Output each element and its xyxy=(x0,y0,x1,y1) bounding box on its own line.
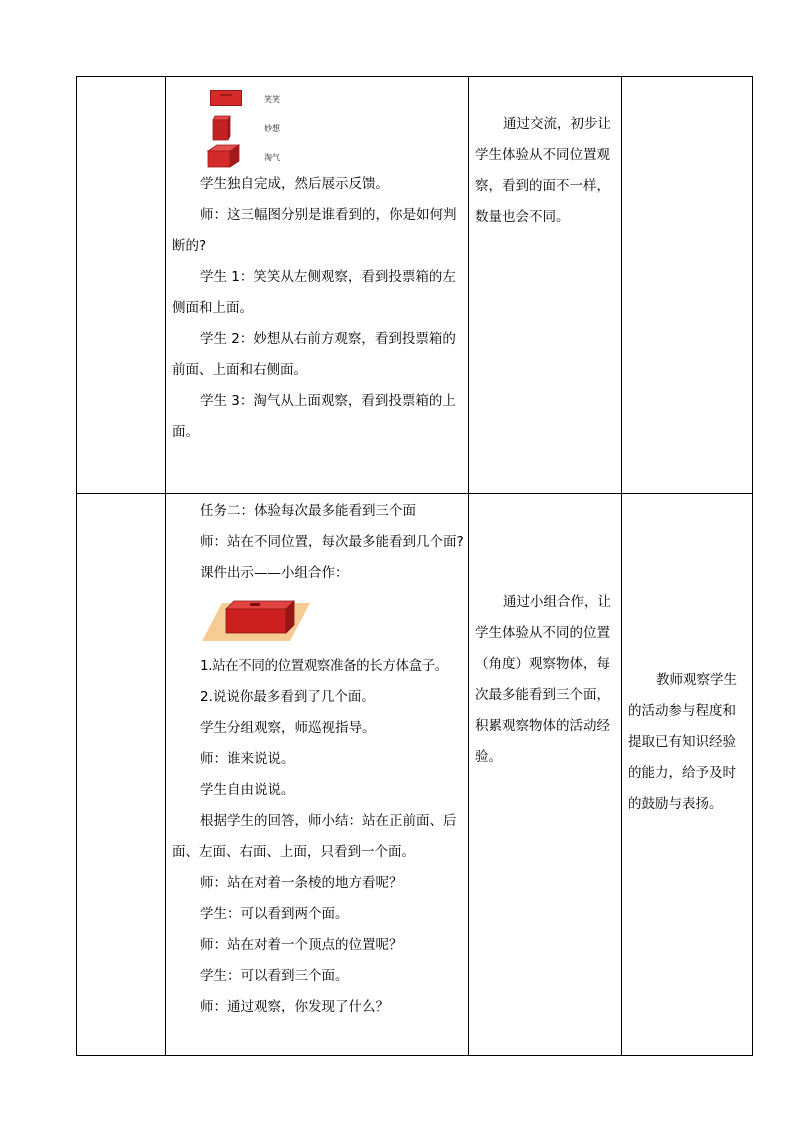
assessment-text: 教师观察学生的活动参与程度和提取已有知识经验的能力，给予及时的鼓励与表扬。 xyxy=(628,672,737,812)
view-label: 笑笑 xyxy=(264,95,280,104)
text-line: 师：这三幅图分别是谁看到的，你是如何判断的? xyxy=(172,207,457,254)
assessment-cell xyxy=(622,494,753,1056)
front-view-figure xyxy=(210,113,232,141)
lesson-plan-table xyxy=(76,76,753,1056)
text-line: 学生自由说说。 xyxy=(200,782,295,798)
table-row xyxy=(77,494,753,1056)
text-line: 学生 2：妙想从右前方观察，看到投票箱的前面、上面和右侧面。 xyxy=(172,331,456,378)
text-line: 师：站在对着一条棱的地方看呢？ xyxy=(200,875,403,891)
text-line: 学生 3：淘气从上面观察，看到投票箱的上面。 xyxy=(172,393,456,440)
activity-text xyxy=(172,496,464,589)
intent-text: 通过交流，初步让学生体验从不同位置观察，看到的面不一样，数量也会不同。 xyxy=(475,116,611,225)
cuboid-box-illustration xyxy=(202,597,312,643)
text-line: 1.站在不同的位置观察准备的长方体盒子。 xyxy=(200,658,448,674)
intent-cell xyxy=(469,494,622,1056)
table-row xyxy=(77,77,753,494)
text-line: 学生：可以看到两个面。 xyxy=(200,906,349,922)
activity-text xyxy=(172,169,464,448)
text-line: 任务二：体验每次最多能看到三个面 xyxy=(200,503,416,519)
view-label: 淘气 xyxy=(264,153,280,162)
text-line: 师：站在对着一个顶点的位置呢？ xyxy=(200,937,403,953)
text-line: 学生 1：笑笑从左侧观察，看到投票箱的左侧面和上面。 xyxy=(172,269,456,316)
text-line: 2.说说你最多看到了几个面。 xyxy=(200,689,375,705)
box-figure xyxy=(202,597,464,645)
stage-cell xyxy=(77,494,166,1056)
left-view-figure xyxy=(210,90,242,106)
stage-cell xyxy=(77,77,166,494)
activity-text xyxy=(172,651,464,1023)
intent-text: 通过小组合作，让学生体验从不同的位置（角度）观察物体，每次最多能看到三个面，积累观察物体的活动经验。 xyxy=(475,594,611,765)
view-label: 妙想 xyxy=(264,124,280,133)
text-line: 学生分组观察，师巡视指导。 xyxy=(200,720,376,736)
text-line: 师：站在不同位置，每次最多能看到几个面? xyxy=(200,534,464,550)
assessment-cell xyxy=(622,77,753,494)
text-line: 根据学生的回答，师小结：站在正前面、后面、左面、右面、上面，只看到一个面。 xyxy=(172,813,457,860)
activity-cell xyxy=(166,494,469,1056)
top-view-figure xyxy=(206,143,242,169)
text-line: 学生：可以看到三个面。 xyxy=(200,968,349,984)
intent-cell xyxy=(469,77,622,494)
text-line: 师：谁来说说。 xyxy=(200,751,295,767)
text-line: 师：通过观察，你发现了什么？ xyxy=(200,999,389,1015)
text-line: 学生独自完成，然后展示反馈。 xyxy=(200,176,389,192)
view-figures xyxy=(172,77,464,169)
activity-cell xyxy=(166,77,469,494)
text-line: 课件出示——小组合作： xyxy=(200,565,349,581)
